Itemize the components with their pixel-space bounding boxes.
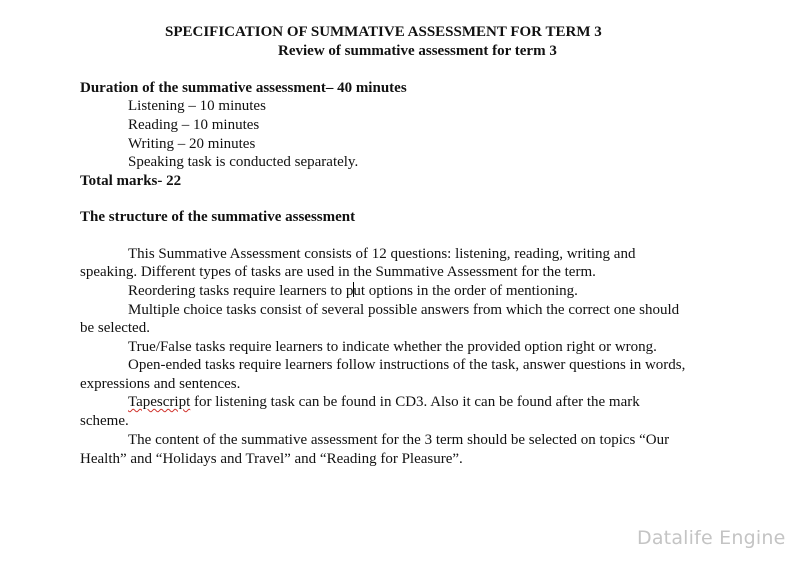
- duration-heading: Duration of the summative assessment– 40 minutes: [80, 80, 407, 96]
- paragraph-2-text-before-cursor: Reordering tasks require learners to p: [128, 283, 354, 299]
- paragraph-7-line-1: The content of the summative assessment for the 3 term should be selected on topics “Our: [128, 432, 670, 448]
- total-marks: Total marks- 22: [80, 173, 182, 189]
- watermark-logo: Datalife Engine: [637, 527, 786, 549]
- paragraph-6-text: for listening task can be found in CD3. Also it can be found after the mark: [190, 394, 640, 410]
- paragraph-7-line-2: Health” and “Holidays and Travel” and “Reading for Pleasure”.: [80, 451, 463, 467]
- paragraph-5-line-2: expressions and sentences.: [80, 376, 241, 392]
- paragraph-1-line-2: speaking. Different types of tasks are used in the Summative Assessment for the term.: [80, 264, 596, 280]
- paragraph-3-line-2: be selected.: [80, 320, 150, 336]
- duration-item-listening: Listening – 10 minutes: [128, 98, 266, 114]
- duration-item-reading: Reading – 10 minutes: [128, 117, 260, 133]
- paragraph-6-line-2: scheme.: [80, 413, 129, 429]
- paragraph-3-line-1: Multiple choice tasks consist of several possible answers from which the correct one should: [128, 302, 680, 318]
- duration-item-speaking: Speaking task is conducted separately.: [128, 154, 359, 170]
- paragraph-1-line-1: This Summative Assessment consists of 12 questions: listening, reading, writing and: [128, 246, 636, 262]
- spellcheck-word: Tapescript: [128, 394, 191, 410]
- structure-heading: The structure of the summative assessment: [80, 209, 356, 225]
- paragraph-2-text-after-cursor: ut options in the order of mentioning.: [353, 283, 578, 299]
- duration-item-writing: Writing – 20 minutes: [128, 136, 256, 152]
- paragraph-2-line-1: [128, 282, 578, 300]
- paragraph-6-line-1: [128, 393, 640, 411]
- paragraph-4-line-1: True/False tasks require learners to indicate whether the provided option right or wrong.: [128, 339, 657, 355]
- document-subtitle: Review of summative assessment for term 3: [278, 43, 557, 59]
- document-title: SPECIFICATION OF SUMMATIVE ASSESSMENT FOR TERM 3: [165, 24, 602, 40]
- paragraph-5-line-1: Open-ended tasks require learners follow instructions of the task, answer questions in words,: [128, 357, 686, 373]
